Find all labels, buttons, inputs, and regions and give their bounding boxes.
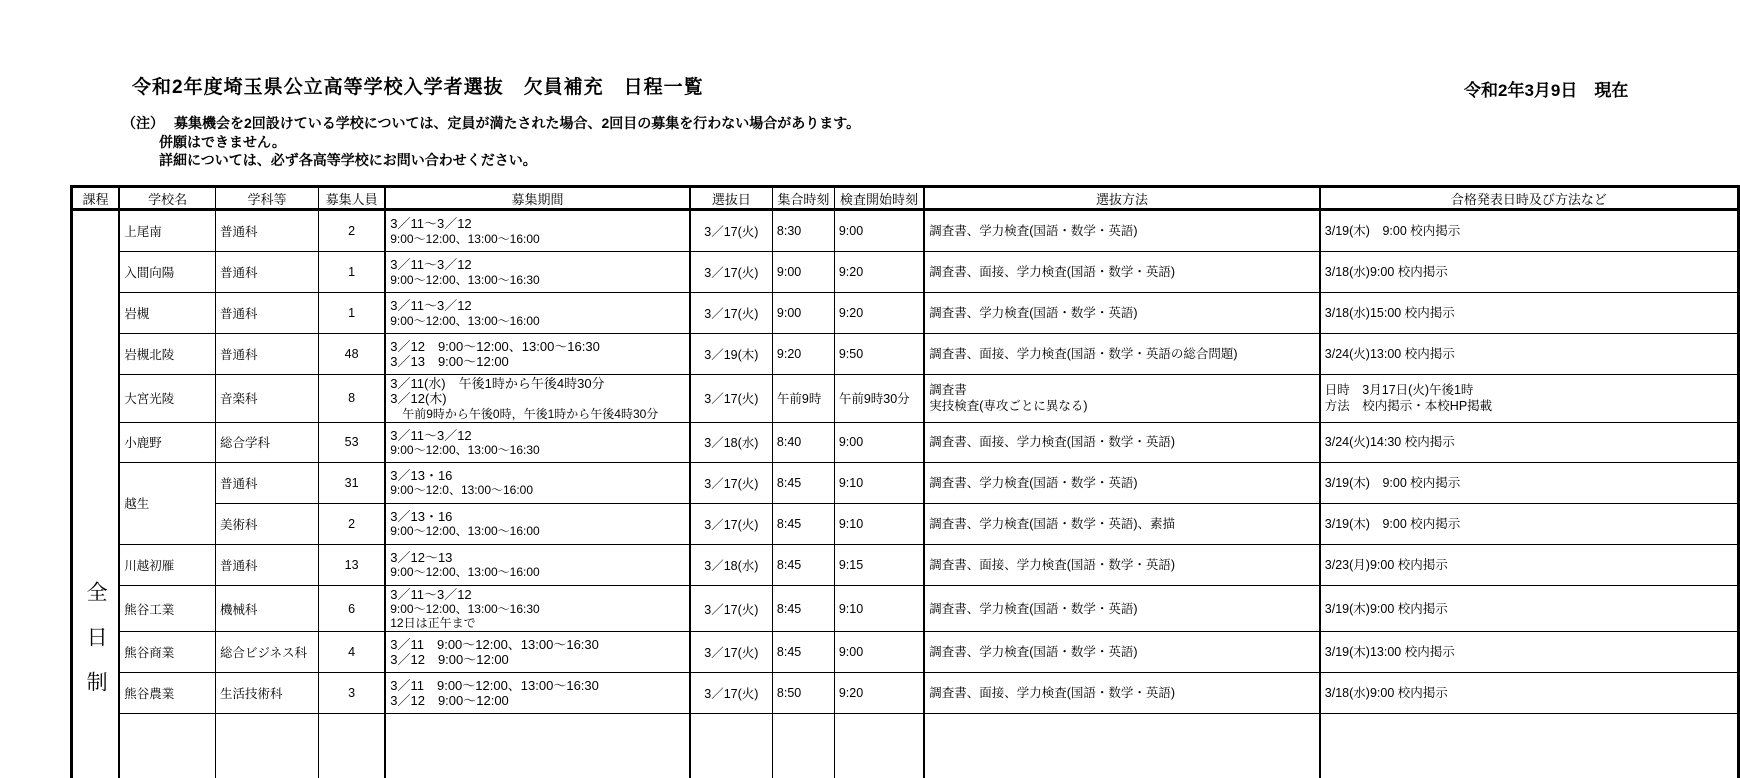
cell-line: 3/23(月)9:00 校内掲示: [1324, 557, 1448, 572]
cell-date: [690, 714, 773, 778]
cell-line: 調査書、学力検査(国語・数学・英語): [929, 305, 1138, 320]
cell-result: [1320, 252, 1739, 293]
cell-start: 9:20: [834, 252, 924, 293]
cell-school: 越生: [119, 462, 215, 544]
cell-line: 日時 3月17日(火)午後1時: [1324, 383, 1474, 398]
cell-start: 9:10: [834, 462, 924, 503]
header-row: [72, 187, 1739, 210]
cell-dept: 普通科: [216, 293, 319, 334]
cell-line: 3/18(水)9:00 校内掲示: [1324, 264, 1448, 279]
cell-meet: 8:45: [772, 503, 834, 544]
cell-meet: 9:20: [772, 334, 834, 375]
cell-line: 調査書、面接、学力検査(国語・数学・英語): [929, 686, 1176, 701]
cell-line: 3／11～3／12: [390, 257, 472, 273]
table-row: [72, 462, 1739, 503]
cell-capacity: 3: [318, 673, 385, 714]
cell-school: 川越初雁: [119, 544, 215, 585]
cell-start: [834, 714, 924, 778]
cell-school: 入間向陽: [119, 252, 215, 293]
cell-dept: 機械科: [216, 585, 319, 632]
cell-line: 3／11～3／12: [390, 298, 472, 314]
cell-dept: 普通科: [216, 334, 319, 375]
cell-start: 9:10: [834, 585, 924, 632]
cell-result: [1320, 293, 1739, 334]
cell-period: [385, 544, 690, 585]
note-line: 詳細については、必ず各高等学校にお問い合わせください。: [159, 152, 537, 168]
cell-line: 3／11(水) 午後1時から午後4時30分: [390, 376, 605, 391]
cell-method: [924, 252, 1320, 293]
column-header-method: 選抜方法: [924, 187, 1320, 210]
note-prefix: （注）: [122, 115, 164, 131]
cell-period: [385, 462, 690, 503]
cell-dept: 普通科: [216, 462, 319, 503]
cell-meet: 8:45: [772, 585, 834, 632]
cell-result: [1320, 544, 1739, 585]
cell-line: 3/19(木)9:00 校内掲示: [1324, 601, 1448, 616]
cell-meet: [772, 714, 834, 778]
cell-method: [924, 210, 1320, 252]
cell-start: 9:15: [834, 544, 924, 585]
cell-line: 3／11～3／12: [390, 586, 472, 602]
cell-capacity: 31: [318, 462, 385, 503]
cell-period: [385, 252, 690, 293]
cell-line: 3/19(木)13:00 校内掲示: [1324, 645, 1455, 660]
cell-capacity: 2: [318, 210, 385, 252]
column-header-meet: 集合時刻: [772, 187, 834, 210]
cell-line: 3/24(火)13:00 校内掲示: [1324, 346, 1455, 361]
cell-result: [1320, 714, 1739, 778]
cell-dept: 音楽科: [216, 375, 319, 423]
cell-start: 9:00: [834, 210, 924, 252]
cell-result: [1320, 334, 1739, 375]
cell-line: 3／13・16: [390, 468, 453, 484]
cell-date: 3／17(火): [690, 673, 773, 714]
cell-period: [385, 585, 690, 632]
cell-dept: 総合ビジネス科: [216, 632, 319, 673]
cell-course: [72, 210, 120, 778]
cell-period: [385, 714, 690, 778]
cell-dept: 普通科: [216, 252, 319, 293]
cell-dept: 普通科: [216, 544, 319, 585]
cell-date: 3／19(木): [690, 334, 773, 375]
cell-line: 3／13・16: [390, 509, 453, 525]
cell-line: 3/19(木) 9:00 校内掲示: [1324, 475, 1461, 490]
cell-line: 3/19(木) 9:00 校内掲示: [1324, 223, 1461, 238]
cell-school: 熊谷工業: [119, 585, 215, 632]
table-row: [72, 632, 1739, 673]
cell-school: 小鹿野: [119, 422, 215, 462]
cell-meet: 8:30: [772, 210, 834, 252]
column-header-date: 選抜日: [690, 187, 773, 210]
note-text: 募集機会を2回設けている学校については、定員が満たされた場合、2回目の募集を行わない場合があります。: [174, 115, 861, 131]
table-row: [72, 293, 1739, 334]
cell-line: 9:00～12:00、13:00～16:00: [390, 231, 540, 246]
note-line: 併願はできません。: [159, 133, 286, 150]
cell-meet: 9:00: [772, 293, 834, 334]
cell-school: 上尾南: [119, 210, 215, 252]
cell-result: [1320, 462, 1739, 503]
table-row: [72, 585, 1739, 632]
cell-result: [1320, 585, 1739, 632]
column-header-school: 学校名: [119, 187, 215, 210]
cell-line: 3／11～3／12: [390, 427, 472, 443]
cell-line: 3／11 9:00～12:00、13:00～16:30: [390, 637, 599, 653]
cell-meet: 8:40: [772, 422, 834, 462]
cell-start: 9:20: [834, 293, 924, 334]
course-label: 全日制: [84, 581, 108, 716]
cell-line: 3／11 9:00～12:00、13:00～16:30: [390, 678, 599, 694]
cell-method: [924, 422, 1320, 462]
cell-capacity: 13: [318, 544, 385, 585]
note-block: [122, 114, 860, 170]
cell-line: 実技検査(専攻ごとに異なる): [929, 399, 1088, 414]
cell-line: 方法 校内掲示・本校HP掲載: [1324, 399, 1493, 414]
cell-result: [1320, 422, 1739, 462]
cell-start: 9:00: [834, 422, 924, 462]
table-row: [72, 544, 1739, 585]
cell-meet: 8:50: [772, 673, 834, 714]
cell-start: 9:50: [834, 334, 924, 375]
cell-line: 3／12(木): [390, 391, 447, 407]
cell-school: 熊谷商業: [119, 632, 215, 673]
cell-capacity: 1: [318, 293, 385, 334]
cell-period: [385, 375, 690, 423]
cell-meet: 9:00: [772, 252, 834, 293]
cell-result: [1320, 375, 1739, 423]
cell-line: 3/24(火)14:30 校内掲示: [1324, 435, 1455, 450]
cell-line: 3／13 9:00～12:00: [390, 354, 509, 369]
cell-start: 9:00: [834, 632, 924, 673]
cell-school: 岩槻北陵: [119, 334, 215, 375]
table-row: [72, 422, 1739, 462]
cell-date: 3／17(火): [690, 293, 773, 334]
column-header-start: 検査開始時刻: [834, 187, 924, 210]
cell-school: [119, 714, 215, 778]
cell-method: [924, 462, 1320, 503]
cell-line: 9:00～12:00、13:00～16:00: [390, 524, 540, 539]
cell-capacity: 48: [318, 334, 385, 375]
cell-date: 3／17(火): [690, 252, 773, 293]
cell-capacity: 2: [318, 503, 385, 544]
cell-method: [924, 632, 1320, 673]
cell-school: 大宮光陵: [119, 375, 215, 423]
cell-line: 調査書、学力検査(国語・数学・英語): [929, 601, 1138, 616]
cell-school: 熊谷農業: [119, 673, 215, 714]
cell-date: 3／18(水): [690, 422, 773, 462]
cell-meet: 8:45: [772, 462, 834, 503]
table-row: [72, 210, 1739, 252]
cell-line: 3/18(水)15:00 校内掲示: [1324, 305, 1455, 320]
cell-date: 3／17(火): [690, 503, 773, 544]
cell-line: 調査書、面接、学力検査(国語・数学・英語): [929, 435, 1176, 450]
cell-line: 3／12 9:00～12:00: [390, 652, 509, 668]
cell-period: [385, 673, 690, 714]
as-of-date: 令和2年3月9日 現在: [1464, 81, 1629, 100]
cell-method: [924, 714, 1320, 778]
cell-start: 9:20: [834, 673, 924, 714]
cell-method: [924, 503, 1320, 544]
cell-method: [924, 673, 1320, 714]
cell-dept: 美術科: [216, 503, 319, 544]
cell-line: 3／12 9:00～12:00、13:00～16:30: [390, 338, 600, 354]
cell-line: 9:00～12:0、13:00～16:00: [390, 483, 534, 498]
table-row: [72, 375, 1739, 423]
cell-meet: 8:45: [772, 632, 834, 673]
column-header-dept: 学科等: [216, 187, 319, 210]
cell-line: 3／11～3／12: [390, 216, 472, 232]
cell-capacity: 4: [318, 632, 385, 673]
cell-line: 調査書、面接、学力検査(国語・数学・英語): [929, 557, 1176, 572]
cell-dept: [216, 714, 319, 778]
table-row-partial: [72, 714, 1739, 778]
cell-meet: 8:45: [772, 544, 834, 585]
cell-dept: 生活技術科: [216, 673, 319, 714]
cell-method: [924, 293, 1320, 334]
cell-date: 3／17(火): [690, 632, 773, 673]
note-line: [122, 114, 860, 133]
cell-line: 9:00～12:00、13:00～16:30: [390, 272, 540, 287]
cell-method: [924, 585, 1320, 632]
cell-line: 調査書、面接、学力検査(国語・数学・英語の総合問題): [929, 346, 1238, 361]
cell-result: [1320, 673, 1739, 714]
cell-date: 3／17(火): [690, 585, 773, 632]
cell-school: 岩槻: [119, 293, 215, 334]
cell-period: [385, 503, 690, 544]
table-row: [72, 252, 1739, 293]
cell-period: [385, 210, 690, 252]
cell-line: 3／12～13: [390, 550, 453, 566]
cell-line: 調査書、学力検査(国語・数学・英語)、素描: [929, 516, 1176, 531]
cell-date: 3／17(火): [690, 210, 773, 252]
cell-period: [385, 422, 690, 462]
cell-line: 調査書、学力検査(国語・数学・英語): [929, 475, 1138, 490]
cell-meet: 午前9時: [772, 375, 834, 423]
cell-line: 調査書、学力検査(国語・数学・英語): [929, 223, 1138, 238]
cell-method: [924, 334, 1320, 375]
cell-date: 3／18(水): [690, 544, 773, 585]
schedule-table: [70, 185, 1740, 778]
cell-line: 調査書: [929, 383, 967, 398]
cell-period: [385, 334, 690, 375]
cell-result: [1320, 210, 1739, 252]
cell-line: 調査書、学力検査(国語・数学・英語): [929, 645, 1138, 660]
cell-line: 3/18(水)9:00 校内掲示: [1324, 686, 1448, 701]
cell-method: [924, 544, 1320, 585]
column-header-period: 募集期間: [385, 187, 690, 210]
table-row: [72, 503, 1739, 544]
column-header-result: 合格発表日時及び方法など: [1320, 187, 1739, 210]
cell-start: 9:10: [834, 503, 924, 544]
page-title: 令和2年度埼玉県公立高等学校入学者選抜 欠員補充 日程一覧: [132, 77, 704, 98]
cell-dept: 総合学科: [216, 422, 319, 462]
cell-start: 午前9時30分: [834, 375, 924, 423]
cell-capacity: 53: [318, 422, 385, 462]
cell-result: [1320, 503, 1739, 544]
table-row: [72, 334, 1739, 375]
cell-line: 12日は正午まで: [390, 616, 476, 631]
cell-line: 3／12 9:00～12:00: [390, 693, 509, 709]
cell-line: 3/19(木) 9:00 校内掲示: [1324, 516, 1461, 531]
cell-capacity: 6: [318, 585, 385, 632]
cell-method: [924, 375, 1320, 423]
cell-line: 9:00～12:00、13:00～16:30: [390, 602, 540, 617]
column-header-course: 課程: [72, 187, 120, 210]
cell-capacity: 1: [318, 252, 385, 293]
cell-line: 9:00～12:00、13:00～16:00: [390, 313, 540, 328]
cell-period: [385, 293, 690, 334]
cell-dept: 普通科: [216, 210, 319, 252]
cell-line: 9:00～12:00、13:00～16:00: [390, 565, 540, 580]
cell-result: [1320, 632, 1739, 673]
table-row: [72, 673, 1739, 714]
cell-line: 午前9時から午後0時，午後1時から午後4時30分: [390, 406, 659, 421]
cell-line: 調査書、面接、学力検査(国語・数学・英語): [929, 264, 1176, 279]
column-header-capacity: 募集人員: [318, 187, 385, 210]
cell-period: [385, 632, 690, 673]
cell-date: 3／17(火): [690, 375, 773, 423]
cell-date: 3／17(火): [690, 462, 773, 503]
cell-capacity: 8: [318, 375, 385, 423]
cell-line: 9:00～12:00、13:00～16:30: [390, 442, 540, 457]
cell-capacity: [318, 714, 385, 778]
